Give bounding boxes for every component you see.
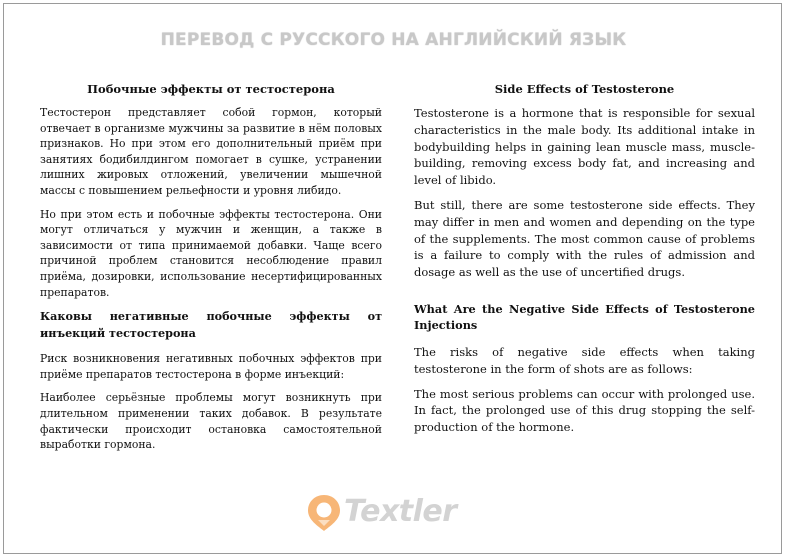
russian-paragraph: Тестостерон представляет собой гормон, который отвечает в организме мужчины за развитие в нём половых признаков. Но при этом его дополнительный приём при занятиях бодибилдингом помогает в сушке, устранении лишних жировых отложений, увеличении мышечной массы с повышением рельефности и уровня либидо. bbox=[40, 106, 382, 197]
russian-subheading: Каковы негативные побочные эффекты от инъекций тестостерона bbox=[40, 309, 382, 340]
russian-paragraph: Наиболее серьёзные проблемы могут возникнуть при длительном применении таких добавок. В результате фактически происходит остановка самостоятельной выработки гормона. bbox=[40, 391, 382, 452]
english-column bbox=[414, 80, 755, 444]
russian-title: Побочные эффекты от тестостерона bbox=[87, 82, 335, 96]
english-subheading: What Are the Negative Side Effects of Testosterone Injections bbox=[414, 301, 755, 333]
english-paragraph: The risks of negative side effects when taking testosterone in the form of shots are as follows: bbox=[414, 344, 755, 376]
russian-paragraph: Риск возникновения негативных побочных эффектов при приёме препаратов тестостерона в форме инъекций: bbox=[40, 352, 382, 381]
page-banner: ПЕРЕВОД С РУССКОГО НА АНГЛИЙСКИЙ ЯЗЫК bbox=[160, 30, 627, 50]
brand-wordmark: Textler bbox=[344, 494, 457, 529]
brand-logo bbox=[306, 493, 496, 533]
english-paragraph: But still, there are some testosterone side effects. They may differ in men and women and depending on the type of the supplements. The most common cause of problems is a failure to comply with the rules of admission and dosage as well as the use of uncertified drugs. bbox=[414, 197, 755, 280]
english-paragraph: Testosterone is a hormone that is responsible for sexual characteristics in the male body. Its additional intake in bodybuilding helps in gaining lean muscle mass, muscle-building, removing excess body fat, and increasing and level of libido. bbox=[414, 106, 755, 188]
russian-column bbox=[40, 80, 382, 461]
location-pin-logo-icon bbox=[306, 493, 342, 533]
english-title: Side Effects of Testosterone bbox=[494, 82, 675, 96]
russian-paragraph: Но при этом есть и побочные эффекты тестостерона. Они могут отличаться у мужчин и женщин, а также в зависимости от типа принимаемой добавки. Чаще всего причиной проблем становится несоблюдение правил приёма, дозировки, использование несертифицированных препаратов. bbox=[40, 207, 382, 299]
english-paragraph: The most serious problems can occur with prolonged use. In fact, the prolonged use of this drug stopping the self-production of the hormone. bbox=[414, 386, 755, 435]
